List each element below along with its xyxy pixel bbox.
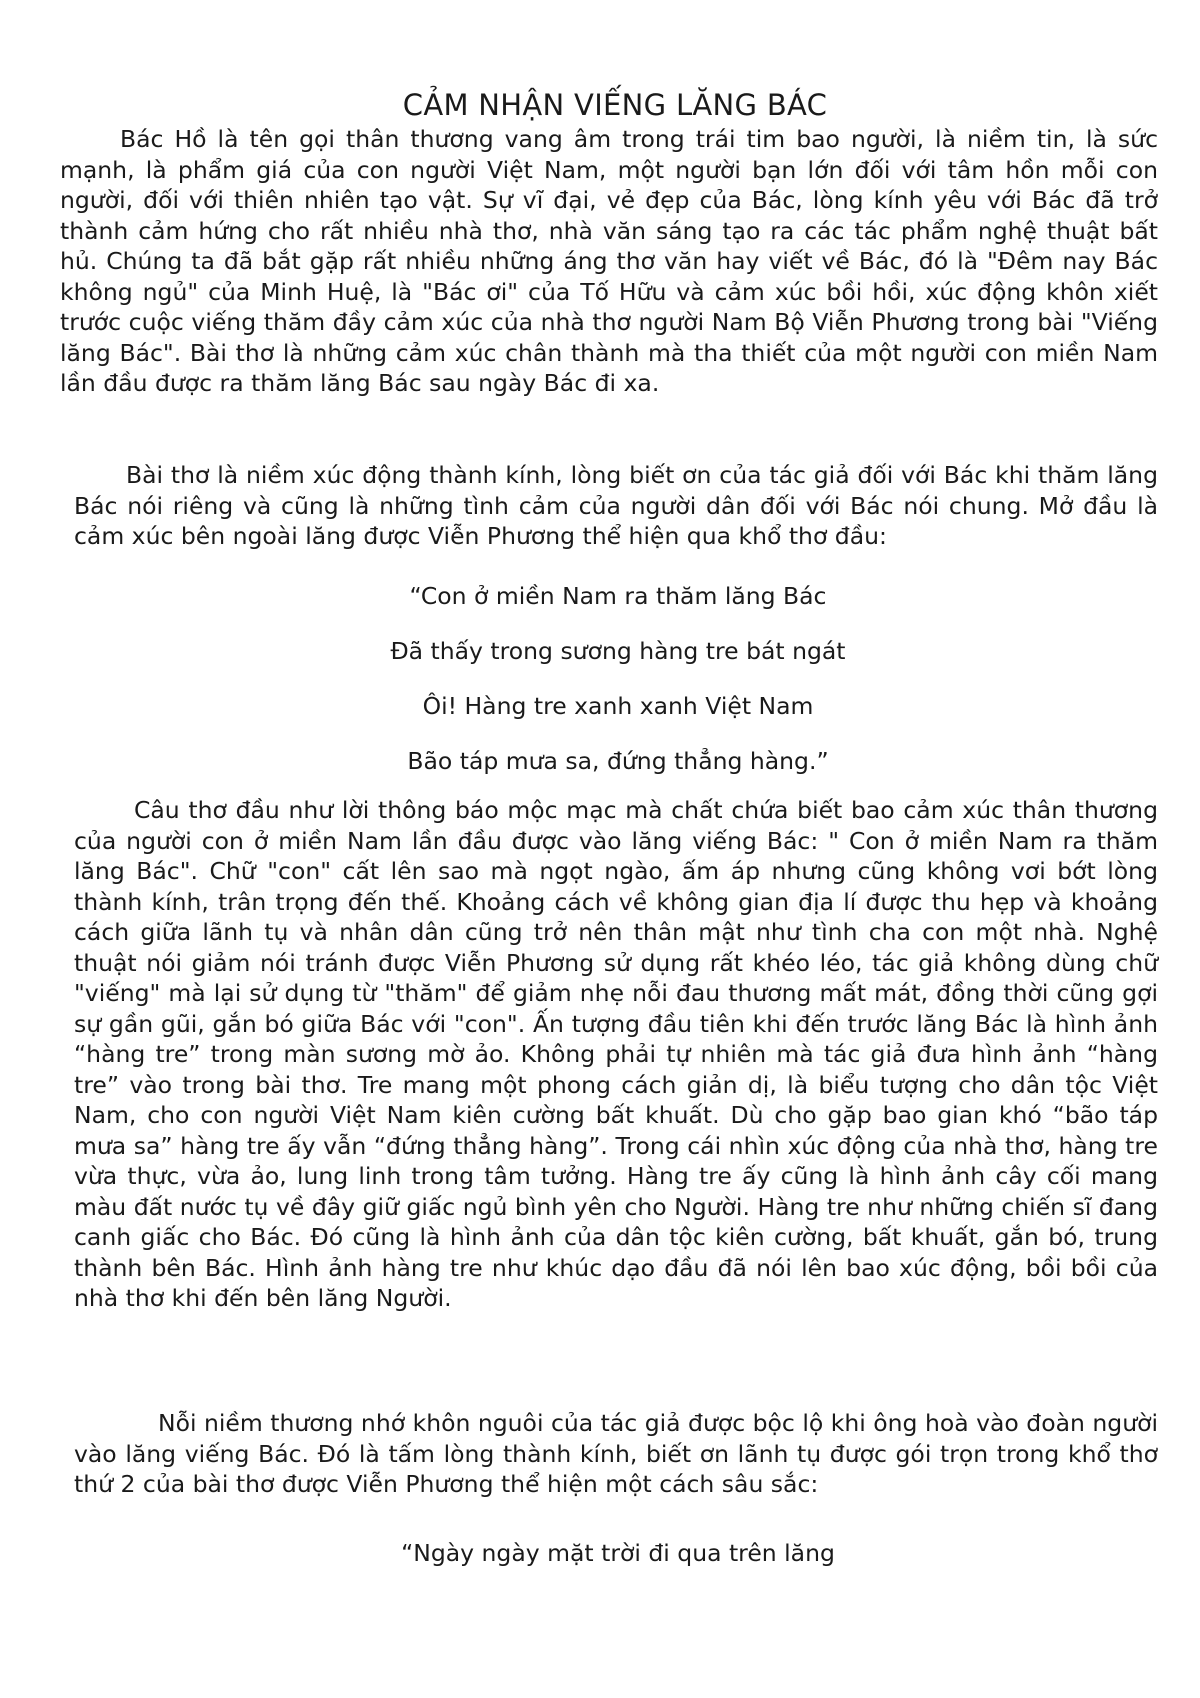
verse-line: “Ngày ngày mặt trời đi qua trên lăng (401, 1539, 835, 1567)
paragraph-second-stanza-intro: Nỗi niềm thương nhớ khôn nguôi của tác giả được bộc lộ khi ông hoà vào đoàn người vào lăng viếng Bác. Đó là tấm lòng thành kính, biết ơn lãnh tụ được gói trọn trong khổ thơ thứ 2 của bài thơ được Viễn Phương thể hiện một cách sâu sắc: (74, 1409, 1158, 1498)
document-title: CẢM NHẬN VIẾNG LĂNG BÁC (402, 88, 828, 122)
paragraph-opening: Bài thơ là niềm xúc động thành kính, lòng biết ơn của tác giả đối với Bác khi thăm lăng Bác nói riêng và cũng là những tình cảm của người dân đối với Bác nói chung. Mở đầu là cảm xúc bên ngoài lăng được Viễn Phương thể hiện qua khổ thơ đầu: (74, 461, 1158, 550)
verse-line: Ôi! Hàng tre xanh xanh Việt Nam (422, 692, 814, 720)
paragraph-analysis: Câu thơ đầu như lời thông báo mộc mạc mà chất chứa biết bao cảm xúc thân thương của người con ở miền Nam lần đầu được vào lăng viếng Bác: " Con ở miền Nam ra thăm lăng Bác". Chữ "con" cất lên sao mà ngọt ngào, ấm áp nhưng cũng không vơi bớt lòng thành kính, trân trọng đến thế. Khoảng cách về không gian địa lí được thu hẹp và khoảng cách giữa lãnh tụ và nhân dân cũng trở nên thân mật như tình cha con một nhà. Nghệ thuật nói giảm nói tránh được Viễn Phương sử dụng rất khéo léo, tác giả không dùng chữ "viếng" mà lại sử dụng từ "thăm" để giảm nhẹ nỗi đau thương mất mát, đồng thời cũng gợi sự gần gũi, gắn bó giữa Bác với "con". Ấn tượng đầu tiên khi đến trước lăng Bác là hình ảnh “hàng tre” trong màn sương mờ ảo. Không phải tự nhiên mà tác giả đưa hình ảnh “hàng tre” vào trong bài thơ. Tre mang một phong cách giản dị, là biểu tượng cho dân tộc Việt Nam, cho con người Việt Nam kiên cường bất khuất. Dù cho gặp bao gian khó “bão táp mưa sa” hàng tre ấy vẫn “đứng thẳng hàng”. Trong cái nhìn xúc động của nhà thơ, hàng tre vừa thực, vừa ảo, lung linh trong tâm tưởng. Hàng tre ấy cũng là hình ảnh cây cối mang màu đất nước tụ về đây giữ giấc ngủ bình yên cho Người. Hàng tre như những chiến sĩ đang canh giấc cho Bác. Đó cũng là hình ảnh của dân tộc kiên cường, bất khuất, gắn bó, trung thành bên Bác. Hình ảnh hàng tre như khúc dạo đầu đã nói lên bao xúc động, bồi bồi của nhà thơ khi đến bên lăng Người. (74, 796, 1158, 1312)
verse-line: Đã thấy trong sương hàng tre bát ngát (390, 637, 846, 665)
verse-line: Bão táp mưa sa, đứng thẳng hàng.” (407, 747, 829, 775)
paragraph-intro: Bác Hồ là tên gọi thân thương vang âm trong trái tim bao người, là niềm tin, là sức mạnh, là phẩm giá của con người Việt Nam, một người bạn lớn đối với tâm hồn mỗi con người, đối với thiên nhiên tạo vật. Sự vĩ đại, vẻ đẹp của Bác, lòng kính yêu với Bác đã trở thành cảm hứng cho rất nhiều nhà thơ, nhà văn sáng tạo ra các tác phẩm nghệ thuật bất hủ. Chúng ta đã bắt gặp rất nhiều những áng thơ văn hay viết về Bác, đó là "Đêm nay Bác không ngủ" của Minh Huệ, là "Bác ơi" của Tố Hữu và cảm xúc bồi hồi, xúc động khôn xiết trước cuộc viếng thăm đầy cảm xúc của nhà thơ người Nam Bộ Viễn Phương trong bài "Viếng lăng Bác". Bài thơ là những cảm xúc chân thành mà tha thiết của một người con miền Nam lần đầu được ra thăm lăng Bác sau ngày Bác đi xa. (60, 125, 1158, 397)
verse-line: “Con ở miền Nam ra thăm lăng Bác (409, 582, 827, 610)
